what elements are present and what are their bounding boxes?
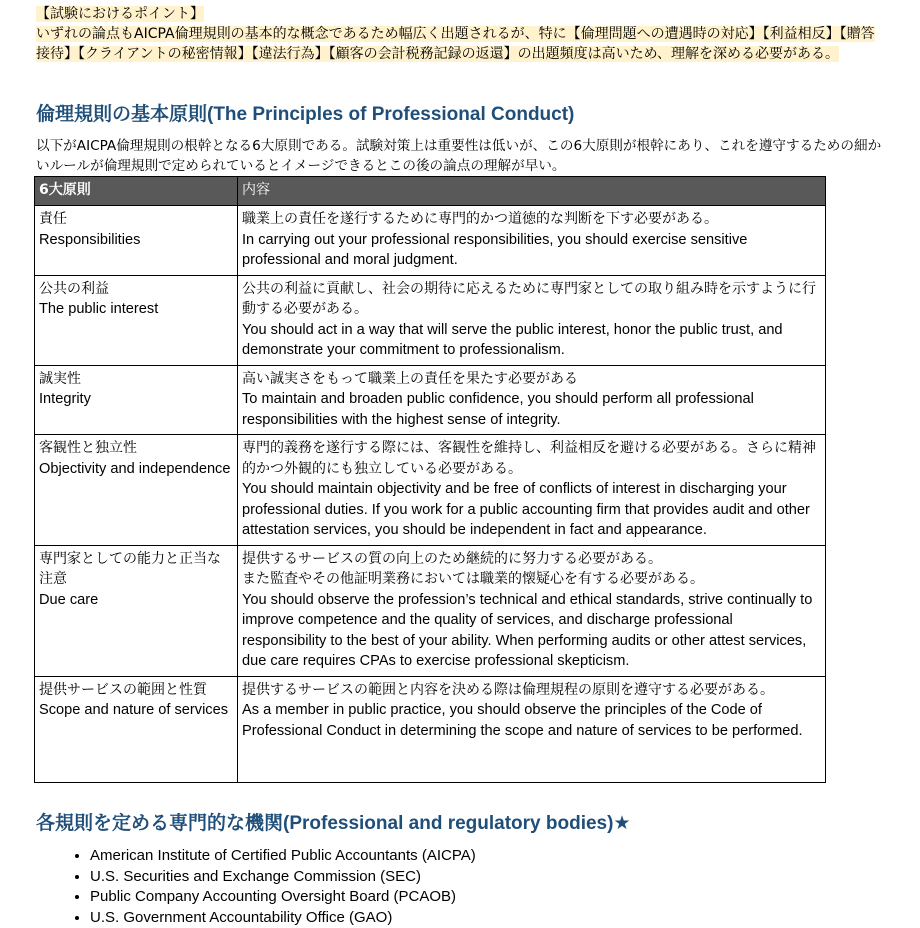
principle-name-en: Due care bbox=[39, 590, 233, 611]
principle-name-ja: 公共の利益 bbox=[39, 279, 233, 300]
header-principle: 6大原則 bbox=[35, 177, 238, 206]
table-row bbox=[35, 435, 826, 546]
content-en: In carrying out your professional responsibilities, you should exercise sensitive professional and moral judgment. bbox=[242, 230, 821, 271]
principle-cell bbox=[35, 676, 238, 782]
table-row bbox=[35, 676, 826, 782]
content-cell bbox=[238, 545, 826, 676]
list-item: • Public Company Accounting Oversight Board (PCAOB) bbox=[90, 887, 476, 908]
principle-name-ja: 責任 bbox=[39, 209, 233, 230]
principle-name-en: The public interest bbox=[39, 299, 233, 320]
content-ja: 高い誠実さをもって職業上の責任を果たす必要がある bbox=[242, 369, 821, 390]
content-ja: 提供するサービスの質の向上のため継続的に努力する必要がある。 bbox=[242, 549, 821, 570]
content-ja: 職業上の責任を遂行するために専門的かつ道徳的な判断を下す必要がある。 bbox=[242, 209, 821, 230]
exam-point-heading: 【試験におけるポイント】 bbox=[36, 6, 204, 22]
content-cell bbox=[238, 206, 826, 276]
list-item: • U.S. Government Accountability Office (GAO) bbox=[90, 908, 476, 928]
principle-cell bbox=[35, 365, 238, 435]
content-en: To maintain and broaden public confidence, you should perform all professional responsibilities with the highest sense of integrity. bbox=[242, 389, 821, 430]
exam-point-block bbox=[36, 4, 886, 64]
principle-cell bbox=[35, 206, 238, 276]
principle-cell bbox=[35, 545, 238, 676]
principle-cell bbox=[35, 275, 238, 365]
table-row bbox=[35, 365, 826, 435]
list-item: • U.S. Securities and Exchange Commission (SEC) bbox=[90, 867, 476, 888]
bodies-list bbox=[60, 846, 476, 928]
content-cell bbox=[238, 275, 826, 365]
table-header-row bbox=[35, 177, 826, 206]
principle-name-ja: 提供サービスの範囲と性質 bbox=[39, 680, 233, 701]
header-content: 内容 bbox=[238, 177, 826, 206]
principle-name-en: Responsibilities bbox=[39, 230, 233, 251]
content-ja: 専門的義務を遂行する際には、客観性を維持し、利益相反を避ける必要がある。さらに精神的かつ外観的にも独立している必要がある。 bbox=[242, 438, 821, 479]
content-en: As a member in public practice, you should observe the principles of the Code of Professional Conduct in determining the scope and nature of services to be performed. bbox=[242, 700, 821, 741]
principle-name-ja: 客観性と独立性 bbox=[39, 438, 233, 459]
content-ja-2: また監査やその他証明業務においては職業的懐疑心を有する必要がある。 bbox=[242, 569, 821, 590]
principle-name-ja: 専門家としての能力と正当な注意 bbox=[39, 549, 233, 590]
content-en: You should observe the profession’s technical and ethical standards, strive continually to improve competence and the quality of services, and discharge professional responsibility to the best of your ability. When performing audits or other attest services, due care requires CPAs to exercise professional skepticism. bbox=[242, 590, 821, 672]
content-ja: 公共の利益に貢献し、社会の期待に応えるために専門家としての取り組み時を示すように行動する必要がある。 bbox=[242, 279, 821, 320]
principles-title: 倫理規則の基本原則(The Principles of Professional Conduct) bbox=[36, 103, 574, 127]
content-en: You should act in a way that will serve the public interest, honor the public trust, and demonstrate your commitment to professionalism. bbox=[242, 320, 821, 361]
table-row bbox=[35, 545, 826, 676]
principle-cell bbox=[35, 435, 238, 546]
content-cell bbox=[238, 676, 826, 782]
content-en: You should maintain objectivity and be free of conflicts of interest in discharging your professional duties. If you work for a public accounting firm that provides audit and other attestation services, you should be independent in fact and appearance. bbox=[242, 479, 821, 541]
list-item: • American Institute of Certified Public Accountants (AICPA) bbox=[90, 846, 476, 867]
bodies-title: 各規則を定める専門的な機関(Professional and regulatory bodies)★ bbox=[36, 812, 630, 836]
exam-point-body: いずれの論点もAICPA倫理規則の基本的な概念であるため幅広く出題されるが、特に【倫理問題への遭遇時の対応】【利益相反】【贈答接待】【クライアントの秘密情報】【違法行為】【顧客の会計税務記録の返還】の出題頻度は高いため、理解を深める必要がある。 bbox=[36, 26, 875, 62]
content-cell bbox=[238, 365, 826, 435]
principle-name-en: Integrity bbox=[39, 389, 233, 410]
principles-intro: 以下がAICPA倫理規則の根幹となる6大原則である。試験対策上は重要性は低いが、この6大原則が根幹にあり、これを遵守するための細かいルールが倫理規則で定められているとイメージできるとこの後の論点の理解が早い。 bbox=[36, 136, 886, 176]
principle-name-ja: 誠実性 bbox=[39, 369, 233, 390]
table-row bbox=[35, 206, 826, 276]
principles-table bbox=[34, 176, 826, 783]
principle-name-en: Scope and nature of services bbox=[39, 700, 233, 721]
content-ja: 提供するサービスの範囲と内容を決める際は倫理規程の原則を遵守する必要がある。 bbox=[242, 680, 821, 701]
principle-name-en: Objectivity and independence bbox=[39, 459, 233, 480]
content-cell bbox=[238, 435, 826, 546]
table-row bbox=[35, 275, 826, 365]
